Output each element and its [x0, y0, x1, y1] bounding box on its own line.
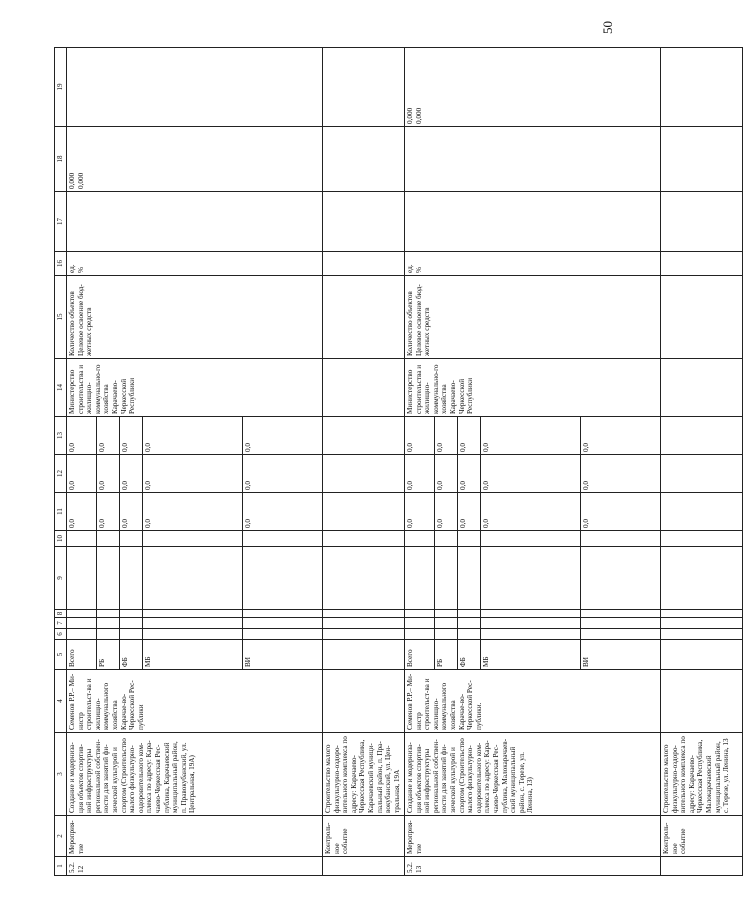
control-event-type: Контроль-ное событие	[323, 816, 405, 857]
empty-cell	[120, 618, 143, 629]
empty-cell	[435, 610, 458, 618]
value-col-11: 0,0	[120, 493, 143, 531]
indicator-value	[77, 50, 86, 124]
indicator-name: Целевое освоение бюд-жетных средств	[76, 284, 94, 356]
empty-cell	[581, 547, 661, 610]
empty-cell	[323, 547, 405, 610]
indicator-name: Количество объектов	[68, 291, 76, 356]
empty-cell	[323, 455, 405, 493]
value-col-12: 0,0	[405, 455, 435, 493]
program-table	[54, 47, 743, 876]
indicator-values-c18	[405, 127, 661, 192]
empty-cell	[661, 618, 743, 629]
value-col-11: 0,0	[481, 493, 581, 531]
column-header-3: 3	[55, 733, 67, 816]
indicator-units	[405, 252, 661, 276]
column-header-4: 4	[55, 670, 67, 733]
value-col-11: 0,0	[67, 493, 97, 531]
empty-cell	[481, 610, 581, 618]
empty-cell	[323, 276, 405, 359]
value-col-11: 0,0	[405, 493, 435, 531]
value-col-13: 0,0	[581, 417, 661, 455]
empty-cell	[661, 359, 743, 417]
empty-cell	[67, 192, 323, 252]
control-event-type: Контроль-ное событие	[661, 816, 743, 857]
empty-cell	[67, 610, 97, 618]
indicator-name: Количество объектов	[406, 291, 414, 356]
indicator-unit: %	[76, 267, 85, 273]
header-row	[55, 48, 67, 876]
empty-cell	[243, 629, 323, 640]
empty-cell	[661, 276, 743, 359]
empty-cell	[458, 531, 481, 547]
section-type: Мероприя-тие	[405, 816, 661, 857]
empty-cell	[661, 493, 743, 531]
indicator-value: 0,000	[415, 107, 423, 124]
empty-cell	[581, 531, 661, 547]
indicator-unit: ед.	[68, 264, 76, 273]
empty-cell	[661, 127, 743, 192]
empty-cell	[323, 629, 405, 640]
empty-cell	[405, 629, 435, 640]
empty-cell	[143, 618, 243, 629]
empty-cell	[458, 610, 481, 618]
indicator-value: 0,000	[77, 172, 85, 189]
empty-cell	[435, 547, 458, 610]
empty-cell	[143, 547, 243, 610]
value-col-13: 0,0	[97, 417, 120, 455]
empty-cell	[120, 547, 143, 610]
indicator-value	[406, 129, 415, 189]
empty-cell	[481, 531, 581, 547]
funding-source: РБ	[97, 640, 120, 670]
responsible-org: Министерство строительства и жилищно-коммунально-го хозяйства Карачаево-Черкесской Республики	[405, 359, 661, 417]
column-header-17: 17	[55, 192, 67, 252]
empty-cell	[120, 629, 143, 640]
empty-cell	[323, 618, 405, 629]
column-header-19: 19	[55, 48, 67, 127]
empty-cell	[458, 547, 481, 610]
indicator-values-c19	[67, 48, 323, 127]
funding-source: МБ	[481, 640, 581, 670]
empty-cell	[405, 531, 435, 547]
indicator-value	[68, 50, 77, 124]
funding-source: Всего	[405, 640, 435, 670]
column-header-8: 8	[55, 610, 67, 618]
empty-cell	[458, 629, 481, 640]
value-col-13: 0,0	[435, 417, 458, 455]
column-header-7: 7	[55, 618, 67, 629]
value-col-11: 0,0	[458, 493, 481, 531]
empty-cell	[581, 618, 661, 629]
empty-cell	[67, 618, 97, 629]
indicator-names	[67, 276, 323, 359]
empty-cell	[323, 192, 405, 252]
empty-cell	[120, 610, 143, 618]
empty-cell	[323, 610, 405, 618]
control-event-name: Строительство малого физкультурно-оздоро-вительного комплекса по адресу: Карачаево-Черкесская Республика, Карачаевский муници-пальный район, п. Пра-вокубанский, ул. Цен-тральная, 19А	[323, 733, 405, 816]
empty-cell	[481, 629, 581, 640]
empty-cell	[243, 610, 323, 618]
empty-cell	[405, 610, 435, 618]
value-col-11: 0,0	[97, 493, 120, 531]
empty-cell	[435, 618, 458, 629]
column-header-11: 11	[55, 493, 67, 531]
control-event-row	[323, 48, 405, 876]
rotated-table-container	[54, 48, 731, 876]
value-col-12: 0,0	[481, 455, 581, 493]
empty-cell	[661, 857, 743, 876]
empty-cell	[323, 640, 405, 670]
section-executor: Семенов Р.Р.– Ми-нистр строительст-ва и жилищно-коммунального хозяйства Карачае-во-Черкесской Рес-публики.	[405, 670, 661, 733]
empty-cell	[323, 252, 405, 276]
empty-cell	[661, 252, 743, 276]
empty-cell	[97, 610, 120, 618]
empty-cell	[661, 531, 743, 547]
indicator-values-c18	[67, 127, 323, 192]
column-header-14: 14	[55, 359, 67, 417]
empty-cell	[323, 48, 405, 127]
table-row	[405, 48, 435, 876]
table-row	[67, 48, 97, 876]
section-type: Мероприя-тие	[67, 816, 323, 857]
value-col-13: 0,0	[143, 417, 243, 455]
empty-cell	[661, 640, 743, 670]
indicator-value: 0,000	[406, 107, 414, 124]
empty-cell	[120, 531, 143, 547]
indicator-unit: ед.	[406, 264, 414, 273]
value-col-11: 0,0	[243, 493, 323, 531]
empty-cell	[323, 127, 405, 192]
empty-cell	[97, 531, 120, 547]
value-col-13: 0,0	[120, 417, 143, 455]
section-number: 5.2.12	[67, 857, 323, 876]
funding-source: ВИ	[581, 640, 661, 670]
indicator-values-c19	[405, 48, 661, 127]
value-col-12: 0,0	[67, 455, 97, 493]
indicator-units	[67, 252, 323, 276]
value-col-12: 0,0	[581, 455, 661, 493]
funding-source: ФБ	[458, 640, 481, 670]
empty-cell	[661, 192, 743, 252]
column-header-12: 12	[55, 455, 67, 493]
value-col-12: 0,0	[243, 455, 323, 493]
empty-cell	[661, 670, 743, 733]
empty-cell	[143, 531, 243, 547]
empty-cell	[243, 531, 323, 547]
section-number: 5.2.13	[405, 857, 661, 876]
funding-source: ВИ	[243, 640, 323, 670]
value-col-12: 0,0	[435, 455, 458, 493]
empty-cell	[661, 547, 743, 610]
empty-cell	[323, 531, 405, 547]
empty-cell	[243, 547, 323, 610]
value-col-12: 0,0	[458, 455, 481, 493]
value-col-13: 0,0	[243, 417, 323, 455]
indicator-value: 0,000	[68, 172, 76, 189]
empty-cell	[323, 670, 405, 733]
value-col-11: 0,0	[581, 493, 661, 531]
column-header-13: 13	[55, 417, 67, 455]
value-col-13: 0,0	[67, 417, 97, 455]
indicator-value	[415, 129, 424, 189]
empty-cell	[581, 629, 661, 640]
page-number: 50	[600, 21, 615, 34]
empty-cell	[67, 629, 97, 640]
empty-cell	[405, 547, 435, 610]
empty-cell	[97, 618, 120, 629]
responsible-org: Министерство строительства и жилищно-коммунально-го хозяйства Карачаево-Черкесской Республики	[67, 359, 323, 417]
empty-cell	[67, 547, 97, 610]
section-name: Создание и модерниза-ция объектов спортив-ной инфраструктуры региональной собствен-ности для занятий фи-зической культурой и спортом (Строительство малого физкультурно-оздоровительного ком-плекса по адресу: Кара-чаево-Черкесская Рес-публика, Карачаевский муниципальный район, п. Правокубанский, ул. Центральная, 19А)	[67, 733, 323, 816]
empty-cell	[435, 531, 458, 547]
empty-cell	[581, 610, 661, 618]
column-header-2: 2	[55, 816, 67, 857]
column-header-6: 6	[55, 629, 67, 640]
empty-cell	[661, 610, 743, 618]
column-header-18: 18	[55, 127, 67, 192]
column-header-1: 1	[55, 857, 67, 876]
empty-cell	[661, 48, 743, 127]
funding-source: РБ	[435, 640, 458, 670]
empty-cell	[405, 192, 661, 252]
column-header-9: 9	[55, 547, 67, 610]
funding-source: МБ	[143, 640, 243, 670]
control-event-name: Строительство малого физкультурно-оздоро-вительного комплекса по адресу: Карачаево-Черкесская Республика, Малокарачаевский муниципальный район, с. Терезе, ул. Ленина, 13	[661, 733, 743, 816]
value-col-11: 0,0	[435, 493, 458, 531]
empty-cell	[323, 359, 405, 417]
empty-cell	[405, 618, 435, 629]
empty-cell	[97, 547, 120, 610]
column-header-10: 10	[55, 531, 67, 547]
indicator-unit: %	[414, 267, 423, 273]
column-header-16: 16	[55, 252, 67, 276]
funding-source: Всего	[67, 640, 97, 670]
value-col-13: 0,0	[405, 417, 435, 455]
column-header-5: 5	[55, 640, 67, 670]
column-header-15: 15	[55, 276, 67, 359]
indicator-names	[405, 276, 661, 359]
value-col-12: 0,0	[120, 455, 143, 493]
control-event-row	[661, 48, 743, 876]
empty-cell	[67, 531, 97, 547]
empty-cell	[243, 618, 323, 629]
empty-cell	[323, 857, 405, 876]
empty-cell	[661, 629, 743, 640]
indicator-name: Целевое освоение бюд-жетных средств	[414, 284, 432, 356]
value-col-11: 0,0	[143, 493, 243, 531]
value-col-12: 0,0	[97, 455, 120, 493]
value-col-12: 0,0	[143, 455, 243, 493]
empty-cell	[435, 629, 458, 640]
value-col-13: 0,0	[481, 417, 581, 455]
empty-cell	[143, 629, 243, 640]
section-name: Создание и модерниза-ция объектов спортив-ной инфраструктуры региональной собствен-ности для занятий фи-зической культурой и спортом (Строительство малого физкультурно-оздоровительного ком-плекса по адресу: Кара-чаево-Черкесская Рес-публика, Малокарачаев-ский муниципальный район, с. Терезе, ул. Ленина, 13)	[405, 733, 661, 816]
empty-cell	[661, 455, 743, 493]
empty-cell	[143, 610, 243, 618]
empty-cell	[97, 629, 120, 640]
empty-cell	[323, 493, 405, 531]
section-executor: Семенов Р.Р.– Ми-нистр строительст-ва и жилищно-коммунального хозяйства Карачае-во-Черкесской Рес-публики	[67, 670, 323, 733]
empty-cell	[661, 417, 743, 455]
value-col-13: 0,0	[458, 417, 481, 455]
empty-cell	[481, 618, 581, 629]
empty-cell	[481, 547, 581, 610]
empty-cell	[323, 417, 405, 455]
funding-source: ФБ	[120, 640, 143, 670]
empty-cell	[458, 618, 481, 629]
